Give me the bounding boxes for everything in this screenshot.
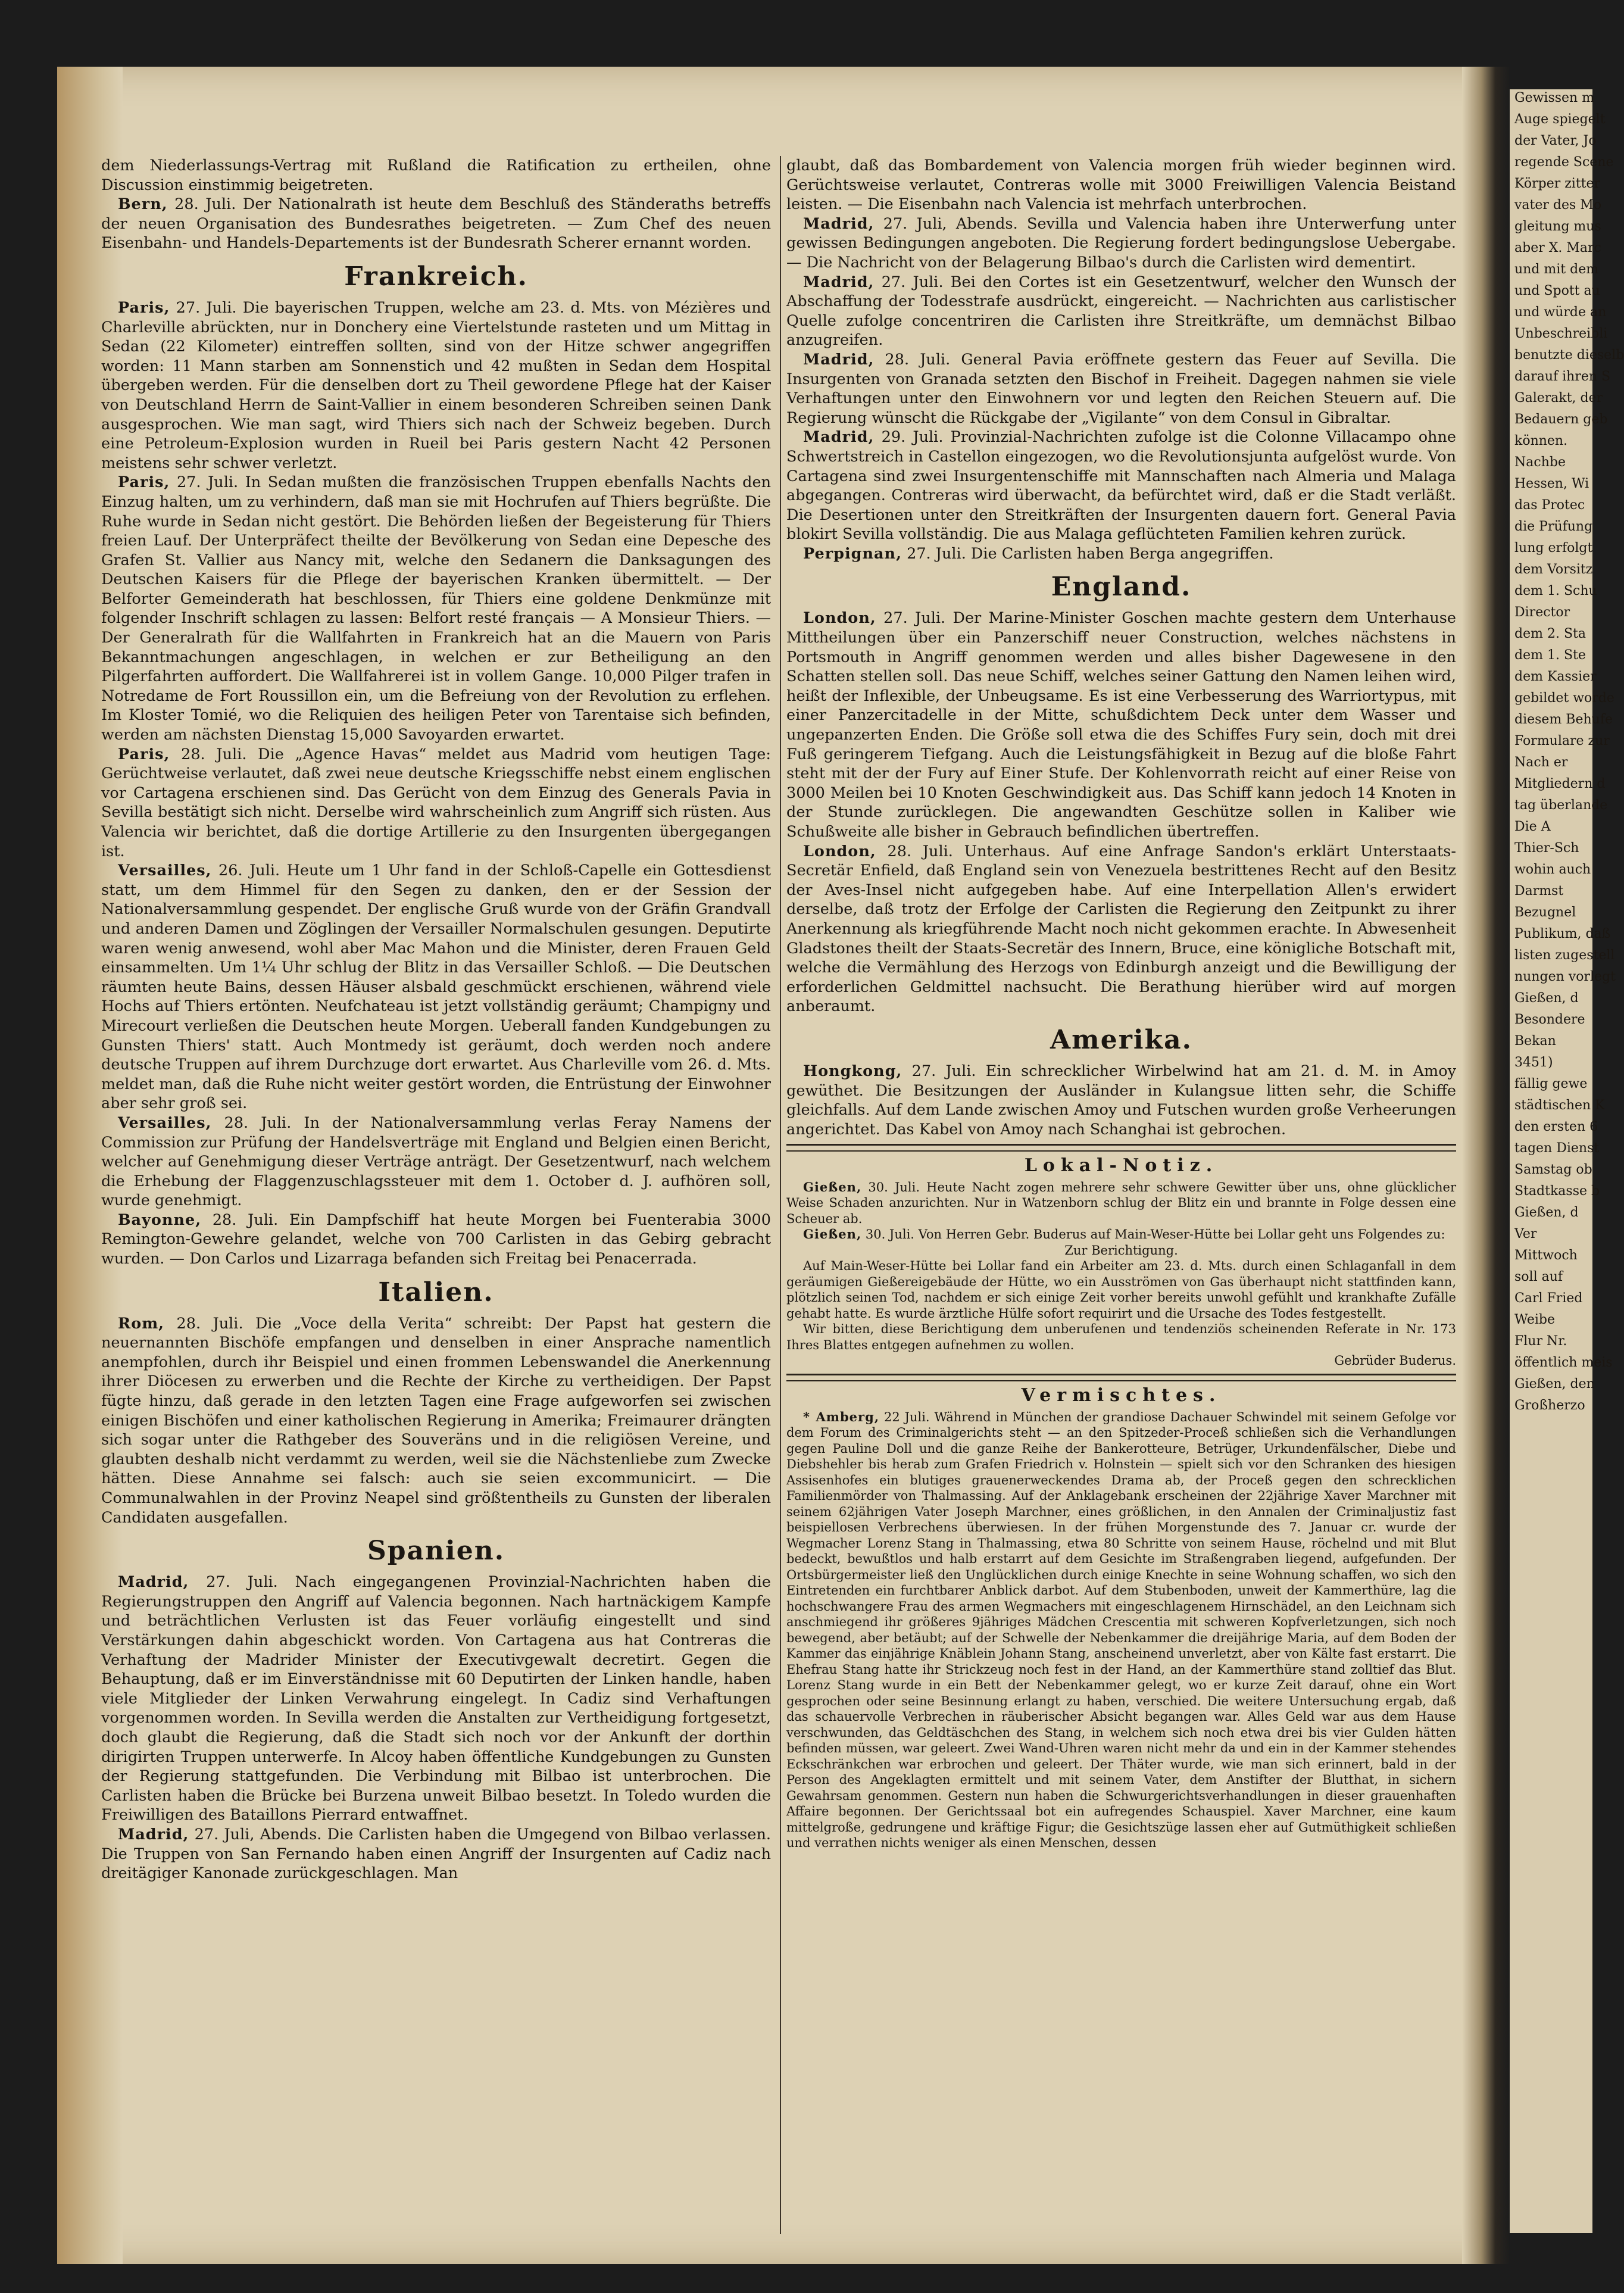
facing-page-line: Carl Fried	[1514, 1291, 1583, 1306]
article-text: 27. Juli. Die bayerischen Truppen, welche am 23. d. Mts. von Mézières und Charleville abrückten, nur in Donchery eine Viertelstunde rasteten und um Mittag in Sedan (22 Kilometer) eintreffen sollten, sind von der Hitze schwer angegriffen worden: 11 Mann starben am Sonnenstich und 42 mußten in Sedan dem Hospital übergeben werden. Für die denselben dort zu Theil gewordene Pflege hat der Kaiser von Deutschland Herrn de Saint-Vallier in einem besonderen Schreiben seinen Dank ausgesprochen. Wie man sagt, wird Thiers sich nach der Schweiz begeben. Durch eine Petroleum-Explosion wurden in Rueil bei Paris gestern Nacht 42 Personen meistens sehr schwer verletzt.	[101, 298, 771, 472]
facing-page-line: fällig gewe	[1514, 1077, 1588, 1091]
article-text: 29. Juli. Provinzial-Nachrichten zufolge ist die Colonne Villacampo ohne Schwertstreich in Castellon eingezogen, wo die Revolutionsjunta aufgelöst wurde. Von Cartagena sind zwei Insurgentenschiffe mit Mannschaften nach Almeria und Malaga abgegangen. Contreras wird überwacht, da befürchtet wird, daß er die Stadt verläßt. Die Desertionen unter den Streitkräften der Insurgenten dauern fort. General Pavia blokirt Sevilla vollständig. Die aus Malaga geflüchteten Familien kehren zurück.	[786, 428, 1456, 544]
facing-page-line: darauf ihren S	[1514, 369, 1611, 384]
facing-page-line: Auge spiegelt	[1514, 112, 1606, 127]
facing-page-line: Darmst	[1514, 884, 1564, 899]
facing-page-line: tagen Dienst	[1514, 1141, 1600, 1156]
dateline: Bern,	[118, 195, 168, 214]
facing-page-line: soll auf	[1514, 1269, 1563, 1284]
article-bayonne	[101, 1211, 771, 1269]
article-text: 26. Juli. Heute um 1 Uhr fand in der Schloß-Capelle ein Gottesdienst statt, um dem Himmel für den Segen zu danken, den er der Session der Nationalversammlung gespendet. Der englische Gruß wurde von der Gräfin Grandvall und anderen Damen und Zöglingen der Versailler Normalschulen gesungen. Deputirte waren wenig anwesend, wohl aber Mac Mahon und die Minister, deren Frauen Geld einsammelten. Um 1¼ Uhr schlug der Blitz in das Versailler Schloß. — Die Deutschen räumten heute Bains, dessen Häuser alsbald geschmückt erschienen, während viele Hochs auf Thiers ertönten. Neufchateau ist jetzt vollständig geräumt; Champigny und Mirecourt verließen die Deutschen heute Morgen. Ueberall fanden Kundgebungen zu Gunsten Thiers' statt. Auch Montmedy ist geräumt, doch werden noch andere deutsche Truppen auf ihrem Durchzuge dort erwartet. Aus Charleville vom 26. d. Mts. meldet man, daß die Ruhe nicht weiter gestört worden, die Entrüstung der Einwohner aber sehr groß sei.	[101, 862, 772, 1113]
article-text: 28. Juli. Unterhaus. Auf eine Anfrage Sandon's erklärt Unterstaats-Secretär Enfield, daß England sein von Venezuela bestrittenes Recht auf den Besitz der Aves-Insel nicht aufgegeben habe. Auf eine Interpellation Allen's erwidert derselbe, daß trotz der Erfolge der Carlisten die Regierung den Zeitpunkt zu ihrer Anerkennung als kriegführende Macht noch nicht gekommen erachte. In Abwesenheit Gladstones theilt der Staats-Secretär des Innern, Bruce, eine königliche Botschaft mit, welche die Vermählung des Herzogs von Edinburgh anzeigt und die Bewilligung der erforderlichen Geldmittel nachsucht. Die Berathung hierüber wird auf morgen anberaumt.	[786, 842, 1456, 1016]
facing-page-line: Bezugnel	[1514, 905, 1576, 920]
column-divider	[780, 156, 781, 2234]
dateline: Versailles,	[118, 1113, 212, 1132]
article-madrid-3	[786, 214, 1456, 273]
dateline: Madrid,	[803, 214, 875, 233]
section-heading-amerika: Amerika.	[1050, 1024, 1192, 1055]
article-paris-3	[101, 745, 771, 862]
facing-page-line: Stadtkasse b	[1514, 1184, 1600, 1199]
dateline: Madrid,	[118, 1825, 189, 1843]
facing-page-line: Gießen, d	[1514, 1205, 1579, 1220]
facing-page-line: die Prüfung	[1514, 519, 1593, 534]
facing-page-line: Flur Nr.	[1514, 1334, 1567, 1349]
article-text: 28. Juli. Der Nationalrath ist heute dem Beschluß des Ständeraths betreffs der neuen Organisation des Bundesrathes beigetreten. — Zum Chef des neuen Eisenbahn- und Handels-Departements ist der Bundesrath Scherer ernannt worden.	[101, 195, 772, 252]
lokal-notiz-heading: Lokal-Notiz.	[1024, 1155, 1219, 1177]
dateline: Versailles,	[118, 862, 212, 880]
facing-page-line: lung erfolgt	[1514, 541, 1593, 556]
facing-page-line: dem Vorsitz	[1514, 562, 1593, 577]
facing-page-line: und mit dem	[1514, 262, 1599, 277]
facing-page-line: der Vater, Jo	[1514, 133, 1597, 148]
section-rule	[786, 1144, 1456, 1152]
facing-page-line: Nachbe	[1514, 455, 1566, 470]
facing-page-line: Körper zitter	[1514, 176, 1601, 191]
page-gutter	[1462, 67, 1510, 2264]
article-text: 27. Juli. Ein schrecklicher Wirbelwind hat am 21. d. M. in Amoy gewüthet. Die Besitzungen der Ausländer in Kulangsue litten sehr, die Schiffe gleichfalls. Auf dem Lande zwischen Amoy und Futschen wurden große Verheerungen angerichtet. Das Kabel von Amoy nach Schanghai ist gebrochen.	[786, 1062, 1456, 1138]
dateline: Madrid,	[118, 1573, 189, 1592]
facing-page-line: dem 1. Schu	[1514, 584, 1597, 598]
article-versailles-1	[101, 861, 771, 1113]
article-continuation: dem Niederlassungs-Vertrag mit Rußland die Ratification zu ertheilen, ohne Discussion einstimmig beigetreten.	[101, 157, 771, 194]
facing-page-line: Hessen, Wi	[1514, 476, 1589, 491]
article-madrid-1	[101, 1573, 771, 1825]
article-perpignan	[786, 544, 1456, 564]
dateline: Bayonne,	[118, 1211, 202, 1229]
article-london-1	[786, 609, 1456, 841]
section-heading-england: England.	[1051, 572, 1192, 603]
dateline: Perpignan,	[803, 544, 902, 563]
section-heading-spanien: Spanien.	[367, 1536, 505, 1567]
facing-page-line: gebildet worde	[1514, 691, 1614, 706]
dateline: Paris,	[118, 473, 170, 492]
facing-page-line: Gießen, d	[1514, 991, 1579, 1006]
facing-page-line: Bekan	[1514, 1034, 1556, 1049]
article-text: 27. Juli, Abends. Die Carlisten haben die Umgegend von Bilbao verlassen. Die Truppen von San Fernando haben einen Angriff der Insurgenten auf Cadiz nach dreitägiger Kanonade zurückgeschlagen. Man	[101, 1825, 771, 1883]
article-london-2	[786, 842, 1456, 1016]
facing-page-line: den ersten 6	[1514, 1119, 1598, 1134]
facing-page-line: Die A	[1514, 819, 1551, 834]
facing-page-line: dem Kassier	[1514, 669, 1597, 684]
article-text: 28. Juli. Die „Voce della Verita“ schreibt: Der Papst hat gestern die neuernannten Bischöfe empfangen und denselben in einer Ansprache namentlich anempfohlen, durch ihr Beispiel und einen frommen Lebenswandel die Anerkennung ihrer Diöcesen zu erwerben und die Rechte der Kirche zu vertheidigen. Der Papst fügte hinzu, daß gerade in den letzten Tagen eine Frage aufgeworfen sei zwischen einigen Bischöfen und einer katholischen Regierung in Amerika; Freimaurer drängten sich sogar unter die Rathgeber des Souveräns und in die religiösen Vereine, und glaubten deshalb nicht verdammt zu werden, weil sie die Nächstenliebe zum Zwecke hätten. Diese Annahme sei falsch: auch sie seien excommunicirt. — Die Communalwahlen in der Provinz Neapel sind größtentheils zu Gunsten der liberalen Candidaten ausgefallen.	[101, 1314, 771, 1527]
dateline: Hongkong,	[803, 1062, 902, 1080]
facing-page-line: Galerakt, der	[1514, 391, 1603, 405]
lokal-notiz-block	[786, 1180, 1456, 1369]
facing-page-line: Unbeschreibli	[1514, 326, 1608, 341]
facing-page-line: nungen vorlegt	[1514, 969, 1616, 984]
facing-page-line: listen zugestell	[1514, 948, 1615, 963]
facing-page-line: gleitung mus	[1514, 219, 1601, 234]
article-text: 27. Juli. In Sedan mußten die französischen Truppen ebenfalls Nachts den Einzug halten, um zu verhindern, daß man sie mit Hochrufen auf Thiers begrüßte. Die Ruhe wurde in Sedan nicht gestört. Die Behörden ließen der Begeisterung für Thiers freien Lauf. Der Unterpräfect theilte der Bevölkerung von Sedan eine Depesche des Grafen St. Vallier aus Nancy mit, welche den Sedanern die Danksagungen des Deutschen Kaisers für die Pflege der bayerischen Kranken übermittelt. — Der Belforter Gemeinderath hat beschlossen, für Thiers eine goldene Denkmünze mit folgender Inschrift schlagen zu lassen: Belfort resté français — A Monsieur Thiers. — Der Generalrath für die Wallfahrten in Frankreich hat an die Mauern von Paris Bekanntmachungen angeschlagen, in welchen er zur Betheiligung an den Pilgerfahrten auffordert. Die Wallfahrerei ist in vollem Gange. 10,000 Pilger trafen in Notredame de Fort Roussillon ein, um die Befreiung von der Revolution zu erflehen. Im Kloster Tomié, wo die Reliquien des heiligen Peter von Tarentaise sich befinden, werden am nächsten Dienstag 15,000 Savoyarden erwartet.	[101, 473, 771, 744]
newspaper-page	[57, 67, 1510, 2264]
article-giessen-1	[786, 1180, 1456, 1227]
facing-page-edge	[1510, 89, 1624, 2233]
facing-page-line: aber X. Marc	[1514, 241, 1601, 255]
dateline: Rom,	[118, 1314, 165, 1333]
article-text: 30. Juli. Heute Nacht zogen mehrere sehr schwere Gewitter über uns, ohne glücklicher Weise Schaden anzurichten. Nur in Watzenborn schlug der Blitz ein und brannte in Folge dessen eine Scheuer ab.	[786, 1180, 1456, 1226]
article-text: 28. Juli. Die „Agence Havas“ meldet aus Madrid vom heutigen Tage: Gerüchtweise verlautet, daß zwei neue deutsche Kriegsschiffe nebst einem englischen vor Cartagena erschienen sind. Das Gerücht von dem Einzug des Generals Pavia in Sevilla bestätigt sich nicht. Derselbe wird wahrscheinlich zum Angriff sich rüsten. Aus Valencia wir berichtet, daß die dortige Artillerie zu den Insurgenten übergegangen ist.	[101, 745, 771, 860]
facing-page-line: vater des Mo	[1514, 198, 1602, 213]
berichtigung-request: Wir bitten, diese Berichtigung dem unberufenen und tendenziös scheinenden Referate in Nr. 173 Ihres Blattes entgegen aufnehmen zu wollen.	[786, 1322, 1456, 1352]
facing-page-line: Weibe	[1514, 1312, 1555, 1327]
column-left	[101, 156, 771, 1883]
facing-page-line: tag überlande	[1514, 798, 1608, 813]
facing-page-line: Mittwoch	[1514, 1248, 1578, 1263]
article-rom	[101, 1314, 771, 1528]
article-hongkong	[786, 1062, 1456, 1139]
facing-page-line: städtischen K	[1514, 1098, 1605, 1113]
dateline: London,	[803, 609, 876, 628]
facing-page-line: dem 2. Sta	[1514, 626, 1586, 641]
vermischtes-block	[786, 1409, 1456, 1851]
facing-page-line: Formulare zur	[1514, 734, 1610, 748]
article-continuation: glaubt, daß das Bombardement von Valencia morgen früh wieder beginnen wird. Gerüchtsweise verlautet, Contreras wolle mit 3000 Freiwilligen Valencia Beistand leisten. — Die Eisenbahn nach Valencia ist mehrfach unterbrochen.	[786, 157, 1456, 214]
article-madrid-2	[101, 1825, 771, 1883]
facing-page-line: wohin auch	[1514, 862, 1591, 877]
facing-page-line: benutzte dieselb	[1514, 348, 1624, 363]
facing-page-line: Publikum, daß	[1514, 926, 1611, 941]
article-text: 27. Juli. Die Carlisten haben Berga angegriffen.	[907, 544, 1274, 563]
facing-page-line: können.	[1514, 433, 1568, 448]
article-paris-1	[101, 298, 771, 473]
berichtigung-text: Auf Main-Weser-Hütte bei Lollar fand ein Arbeiter am 23. d. Mts. durch einen Schlaganfall in dem geräumigen Gießereigebäude der Hütte, wo ein Ausströmen von Gas überhaupt nicht stattfinden kann, plötzlich seinen Tod, nachdem er sich einige Zeit vorher bereits unwohl gefühlt und krankhafte Zufälle gehabt hatte. Es wurde ärztliche Hülfe sofort requirirt und die Ursache des Todes festgestellt.	[786, 1259, 1456, 1321]
article-text: 27. Juli, Abends. Sevilla und Valencia haben ihre Unterwerfung unter gewissen Bedingungen angeboten. Die Regierung fordert bedingungslose Uebergabe. — Die Nachricht von der Belagerung Bilbao's durch die Carlisten wird dementirt.	[786, 214, 1456, 272]
dateline: Paris,	[118, 745, 170, 763]
facing-page-line: Thier-Sch	[1514, 841, 1579, 856]
facing-page-line: und würde an	[1514, 305, 1607, 320]
article-madrid-5	[786, 350, 1456, 428]
section-rule	[786, 1374, 1456, 1381]
dateline: Madrid,	[803, 428, 875, 447]
article-bern	[101, 195, 771, 253]
facing-page-line: diesem Behufe	[1514, 712, 1613, 727]
facing-page-line: Ver	[1514, 1227, 1537, 1241]
article-text: 27. Juli. Nach eingegangenen Provinzial-Nachrichten haben die Regierungstruppen den Angriff auf Valencia begonnen. Nach hartnäckigem Kampfe und beträchtlichen Verlusten ist das Feuer vorläufig eingestellt und sind Verstärkungen dahin abgeschickt worden. Von Cartagena aus hat Contreras die Verhaftung der Madrider Minister der Executivgewalt decretirt. Gegen die Behauptung, daß er im Einverständnisse mit 60 Deputirten der Linken handle, haben viele Mitglieder der Linken Verwahrung eingelegt. In Cadiz sind Verhaftungen vorgenommen worden. In Sevilla werden die Anstalten zur Vertheidigung fortgesetzt, doch glaubt die Regierung, daß die Stadt sich noch vor der Ankunft der dorthin dirigirten Truppen unterwerfe. In Alcoy haben öffentliche Kundgebungen zu Gunsten der Regierung stattgefunden. Die Verbindung mit Bilbao ist unterbrochen. Die Carlisten haben die Brücke bei Burzena unweit Bilbao besetzt. In Toledo wurden die Freiwilligen des Bataillons Pierrard entwaffnet.	[101, 1573, 772, 1824]
article-amberg	[786, 1409, 1456, 1851]
facing-page-line: regende Scene	[1514, 155, 1614, 170]
article-text: 27. Juli. Bei den Cortes ist ein Gesetzentwurf, welcher den Wunsch der Abschaffung der Todesstrafe ausdrückt, eingereicht. — Nachrichten aus carlistischer Quelle zufolge concentriren die Carlisten ihre Streitkräfte, um demnächst Bilbao anzugreifen.	[786, 273, 1456, 350]
facing-page-line: dem 1. Ste	[1514, 648, 1586, 663]
article-madrid-4	[786, 273, 1456, 350]
article-text: 28. Juli. General Pavia eröffnete gestern das Feuer auf Sevilla. Die Insurgenten von Granada setzten den Bischof in Freiheit. Dagegen nahmen sie viele Verhaftungen unter den Einwohnern vor und legten den Reichen Steuern auf. Die Regierung wünscht die Rückgabe der „Vigilante“ von dem Consul in Gibraltar.	[786, 350, 1456, 427]
section-heading-frankreich: Frankreich.	[344, 261, 528, 292]
article-giessen-2	[786, 1227, 1456, 1243]
article-versailles-2	[101, 1113, 771, 1211]
article-paris-2	[101, 473, 771, 744]
dateline: Gießen,	[803, 1179, 862, 1194]
facing-page-line: Nach er	[1514, 755, 1568, 770]
facing-page-line: Gewissen m	[1514, 91, 1595, 105]
facing-page-line: Director	[1514, 605, 1570, 620]
facing-page-line: öffentlich meis	[1514, 1355, 1613, 1370]
dateline: Paris,	[118, 298, 170, 317]
dateline: London,	[803, 842, 876, 860]
facing-page-line: Bedauern geb	[1514, 412, 1608, 427]
article-text: 28. Juli. Ein Dampfschiff hat heute Morgen bei Fuenterabia 3000 Remington-Gewehre gelandet, welche von 700 Carlisten in das Gebirg gebracht wurden. — Don Carlos und Lizarraga befanden sich Freitag bei Penacerrada.	[101, 1211, 771, 1268]
column-right	[786, 156, 1456, 1851]
dateline: Madrid,	[803, 350, 875, 369]
facing-page-line: Samstag ob	[1514, 1162, 1592, 1177]
facing-page-line: Mitgliedern d	[1514, 776, 1606, 791]
section-heading-italien: Italien.	[378, 1277, 494, 1308]
dateline: Gießen,	[803, 1227, 862, 1242]
vermischtes-heading: Vermischtes.	[1021, 1384, 1222, 1406]
dateline: Madrid,	[803, 273, 875, 291]
article-text: 30. Juli. Von Herren Gebr. Buderus auf Main-Weser-Hütte bei Lollar geht uns Folgendes zu:	[865, 1227, 1445, 1242]
facing-page-line: und Spott au	[1514, 283, 1600, 298]
facing-page-line: Gießen, den	[1514, 1377, 1595, 1392]
article-text: 27. Juli. Der Marine-Minister Goschen machte gestern dem Unterhause Mittheilungen über ein Panzerschiff neuer Construction, welches nächstens in Portsmouth in Angriff genommen werden und alles bisher Dagewesene in den Schatten stellen soll. Das neue Schiff, welches seiner Gattung den Namen leihen wird, heißt der Inflexible, der Unbeugsame. Es ist eine Verbesserung des Warriortypus, mit einer Panzercitadelle in der Mitte, schußdichtem Deck unter dem Wasser und ungepanzerten Enden. Die Größe soll etwa die des Schiffes Fury sein, doch mit drei Fuß geringerem Tiefgang. Auch die Leistungsfähigkeit in Bezug auf die bloße Fahrt steht mit der der Fury auf Einer Stufe. Der Kohlenvorrath reicht auf einer Reise von 3000 Meilen bei 10 Knoten Geschwindigkeit aus. Das Schiff kann jedoch 14 Knoten in der Stunde zurücklegen. Die angewandten Geschütze sollen in Kaliber wie Schußweite alle bisher in Gebrauch befindlichen übertreffen.	[786, 609, 1456, 841]
facing-page-line: Besondere	[1514, 1012, 1585, 1027]
berichtigung-signature: Gebrüder Buderus.	[1334, 1353, 1456, 1368]
article-text: 22 Juli. Während in München der grandiose Dachauer Schwindel mit seinem Gefolge vor dem Forum des Criminalgerichts steht — an den Spitzeder-Proceß schließen sich die Verhandlungen gegen Pauline Doll und die ganze Reihe der Bankerotteure, Betrüger, Urkundenfälscher, Diebe und Diebshehler bis herab zum Grafen Friedrich v. Holnstein — spielt sich vor den Schranken des hiesigen Assisenhofes ein blutiges grauenerweckendes Drama ab, der Proceß gegen den schrecklichen Familienmörder von Thalmassing. Auf der Anklagebank erscheinen der 22jährige Xaver Marchner mit seinem 62jährigen Vater Joseph Marchner, eines größlichen, in den Annalen der Criminaljustiz fast beispiellosen Verbrechens überwiesen. In der frühen Morgenstunde des 7. Januar cr. wurde der Wegmacher Lorenz Stang in Thalmassing, etwa 80 Schritte von seinem Hause, röchelnd und mit Blut bedeckt, bewußtlos und halb erstarrt auf dem Gesichte im Straßengraben liegend, aufgefunden. Der Ortsbürgermeister ließ den Unglücklichen durch einige Knechte in seine Wohnung schaffen, wo sich den Eintretenden ein furchtbarer Anblick darbot. Auf dem Stubenboden, unweit der Kammerthüre, lag die hochschwangere Frau des armen Wegmachers mit eingeschlagenem Hirnschädel, an den Leichnam sich anschmiegend ihr größeres 9jähriges Mädchen Crescentia mit schweren Kopfverletzungen, sich noch bewegend, aber betäubt; auf der Schwelle der Nebenkammer die dreijährige Maria, auf dem Boden der Kammer das einjährige Knäblein Johann Stang, anscheinend unverletzt, aber von Kälte fast erstarrt. Die Ehefrau Stang hatte ihr Strickzeug noch fest in der Hand, an der Kammerthüre stand zolltief das Blut. Lorenz Stang wurde in ein Bett der Nebenkammer gelegt, wo er kurze Zeit darauf, ohne ein Wort gesprochen oder seine Besinnung erlangt zu haben, verschied. Die weitere Untersuchung ergab, daß das schauervolle Verbrechen in räuberischer Absicht begangen war. Alles Geld war aus dem Hause verschwunden, das Geldtäschchen des Stang, in welchem sich noch etwa drei bis vier Gulden hätten befinden müssen, war geleert. Zwei Wand-Uhren waren nicht mehr da und ein in der Kammer stehendes Eckschränkchen war erbrochen und geleert. Der Thäter wurde, wie man sich erinnert, bald in der Person des Angeklagten ermittelt und mit seinem Vater, dem Anstifter der Blutthat, in sichern Gewahrsam genommen. Gestern nun haben die Schwurgerichtsverhandlungen in dieser grauenhaften Affaire begonnen. Der Gerichtssaal bot ein aufregendes Schauspiel. Xaver Marchner, eine kaum mittelgroße, gedrungene und kräftige Figur; die Gesichtszüge lassen eher auf Gutmüthigkeit schließen und verrathen nichts weniger als einen Menschen, dessen	[786, 1409, 1456, 1850]
article-text: 28. Juli. In der Nationalversammlung verlas Feray Namens der Commission zur Prüfung der Handelsverträge mit England und Belgien einen Bericht, welcher auf Genehmigung dieser Verträge anträgt. Der Gesetzentwurf, nach welchem die Erhebung der Flaggenzuschlagssteuer mit dem 1. October d. J. aufhören soll, wurde genehmigt.	[101, 1113, 771, 1210]
facing-page-line: Großherzo	[1514, 1398, 1585, 1413]
berichtigung-heading: Zur Berichtigung.	[1064, 1243, 1178, 1258]
facing-page-line: das Protec	[1514, 498, 1585, 513]
dateline: * Amberg,	[803, 1409, 880, 1424]
facing-page-line: 3451)	[1514, 1055, 1553, 1070]
article-madrid-6	[786, 428, 1456, 544]
